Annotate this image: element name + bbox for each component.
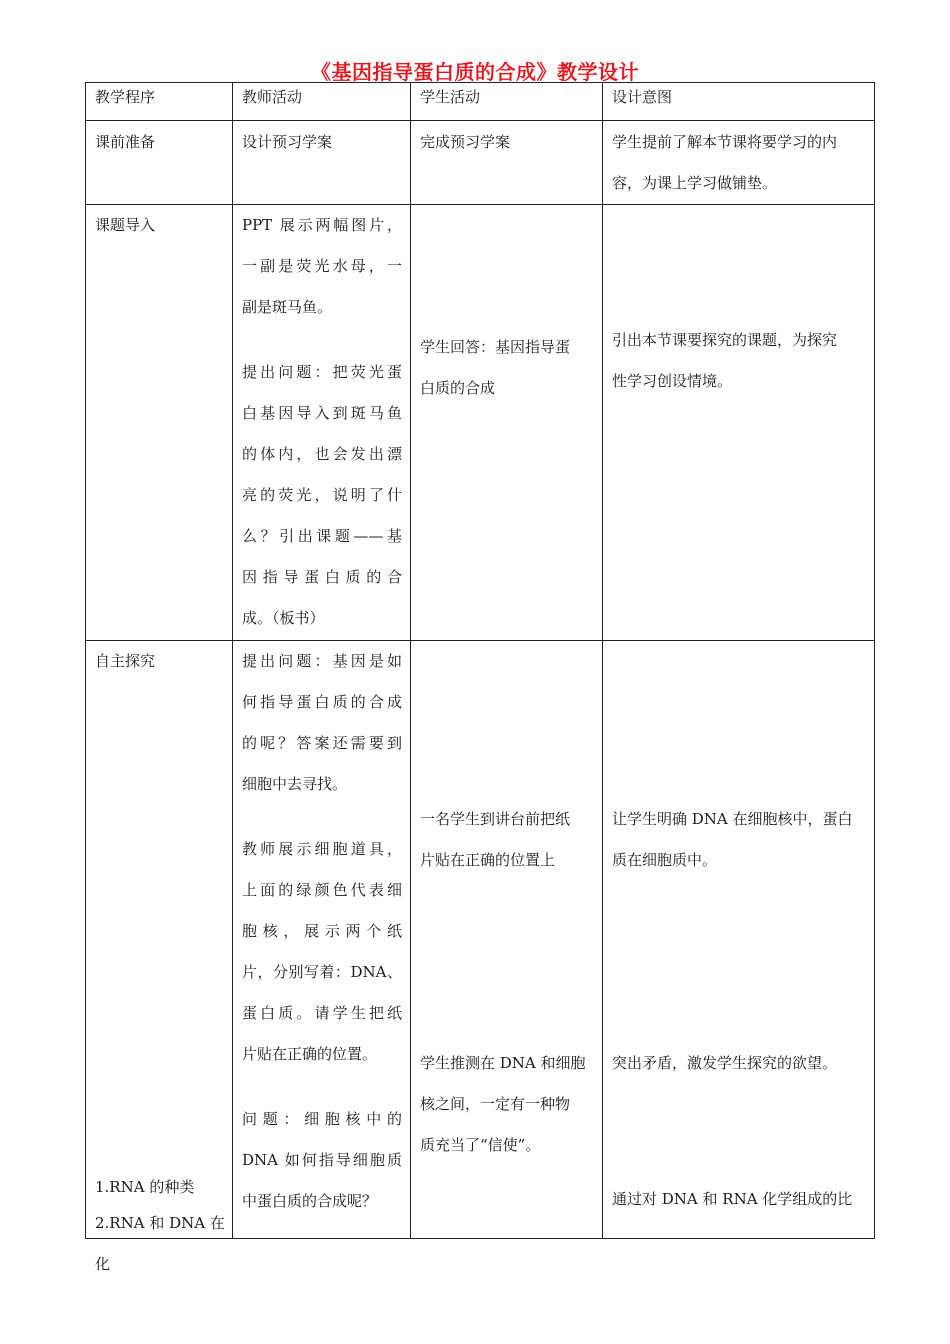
teacher-text: 片贴在正确的位置。 bbox=[242, 1045, 378, 1063]
teacher-text: 么？引出课题——基 bbox=[242, 527, 402, 545]
teacher-text: 白基因导入到斑马鱼 bbox=[242, 404, 402, 422]
teacher-text: 细胞中去寻找。 bbox=[242, 775, 348, 793]
intent-text: 突出矛盾，激发学生探究的欲望。 bbox=[612, 1054, 838, 1072]
document-title: 《基因指导蛋白质的合成》教学设计 bbox=[311, 60, 639, 84]
intent-text: 质在细胞质中。 bbox=[612, 851, 718, 869]
table-row bbox=[86, 641, 875, 1239]
stage-text: 课前准备 bbox=[95, 133, 156, 151]
teacher-text: 何指导蛋白质的合成 bbox=[242, 693, 402, 711]
table-row bbox=[86, 205, 875, 641]
teacher-text: 亮的荧光，说明了什 bbox=[242, 486, 402, 504]
student-text: 质充当了“信使”。 bbox=[420, 1136, 541, 1154]
teacher-text: 提出问题：把荧光蛋 bbox=[242, 363, 402, 381]
teacher-text: 教师展示细胞道具， bbox=[242, 840, 402, 858]
student-text: 完成预习学案 bbox=[420, 133, 511, 151]
teacher-text: 的呢？答案还需要到 bbox=[242, 734, 402, 752]
intent-text: 通过对 DNA 和 RNA 化学组成的比 bbox=[612, 1190, 853, 1208]
student-cell bbox=[411, 205, 603, 641]
stage-cell bbox=[86, 121, 233, 205]
teacher-text: 中蛋白质的合成呢？ bbox=[242, 1192, 378, 1210]
teacher-text: 蛋白质。请学生把纸 bbox=[242, 1004, 402, 1022]
header-teacher: 教师活动 bbox=[233, 83, 411, 121]
stage-cell bbox=[86, 205, 233, 641]
lesson-plan-table bbox=[85, 82, 875, 1273]
header-stage: 教学程序 bbox=[86, 83, 233, 121]
student-text: 学生推测在 DNA 和细胞 bbox=[420, 1054, 586, 1072]
teacher-text: 提出问题：基因是如 bbox=[242, 652, 402, 670]
teacher-text: 副是斑马鱼。 bbox=[242, 298, 333, 316]
intent-text: 让学生明确 DNA 在细胞核中，蛋白 bbox=[612, 810, 853, 828]
teacher-cell bbox=[233, 121, 411, 205]
intent-text: 容，为课上学习做铺垫。 bbox=[612, 174, 778, 192]
teacher-text: PPT 展示两幅图片， bbox=[242, 216, 402, 234]
table-row bbox=[86, 121, 875, 205]
teacher-text: 胞核，展示两个纸 bbox=[242, 922, 402, 940]
intent-text: 学生提前了解本节课将要学习的内 bbox=[612, 133, 838, 151]
student-text: 一名学生到讲台前把纸 bbox=[420, 810, 571, 828]
stage-text: 课题导入 bbox=[95, 216, 156, 234]
stage-text: 自主探究 bbox=[95, 652, 156, 670]
student-text: 片贴在正确的位置上 bbox=[420, 851, 556, 869]
student-cell bbox=[411, 641, 603, 1239]
teacher-text: 成。（板书） bbox=[242, 609, 325, 627]
teacher-text: 的体内，也会发出漂 bbox=[242, 445, 402, 463]
teacher-text: DNA 如何指导细胞质 bbox=[242, 1151, 402, 1169]
header-row bbox=[86, 83, 875, 121]
teacher-cell bbox=[233, 205, 411, 641]
student-cell bbox=[411, 121, 603, 205]
intent-text: 引出本节课要探究的课题，为探究 bbox=[612, 331, 838, 349]
student-text: 白质的合成 bbox=[420, 379, 496, 397]
student-text: 核之间，一定有一种物 bbox=[420, 1095, 571, 1113]
header-intent: 设计意图 bbox=[603, 83, 875, 121]
teacher-text: 问题：细胞核中的 bbox=[242, 1110, 402, 1128]
intent-cell bbox=[603, 641, 875, 1239]
stage-subtopic: 2.RNA 和 DNA 在化 bbox=[95, 1214, 225, 1273]
stage-subtopic: 1.RNA 的种类 bbox=[95, 1178, 195, 1196]
teacher-text: 一副是荧光水母，一 bbox=[242, 257, 402, 275]
intent-text: 性学习创设情境。 bbox=[612, 372, 733, 390]
stage-cell bbox=[86, 641, 233, 1273]
teacher-text: 设计预习学案 bbox=[242, 133, 333, 151]
intent-cell bbox=[603, 121, 875, 205]
header-student: 学生活动 bbox=[411, 83, 603, 121]
teacher-text: 上面的绿颜色代表细 bbox=[242, 881, 402, 899]
teacher-text: 片，分别写着：DNA、 bbox=[242, 963, 402, 981]
student-text: 学生回答：基因指导蛋 bbox=[420, 338, 571, 356]
teacher-cell bbox=[233, 641, 411, 1239]
intent-cell bbox=[603, 205, 875, 641]
teacher-text: 因指导蛋白质的合 bbox=[242, 568, 402, 586]
